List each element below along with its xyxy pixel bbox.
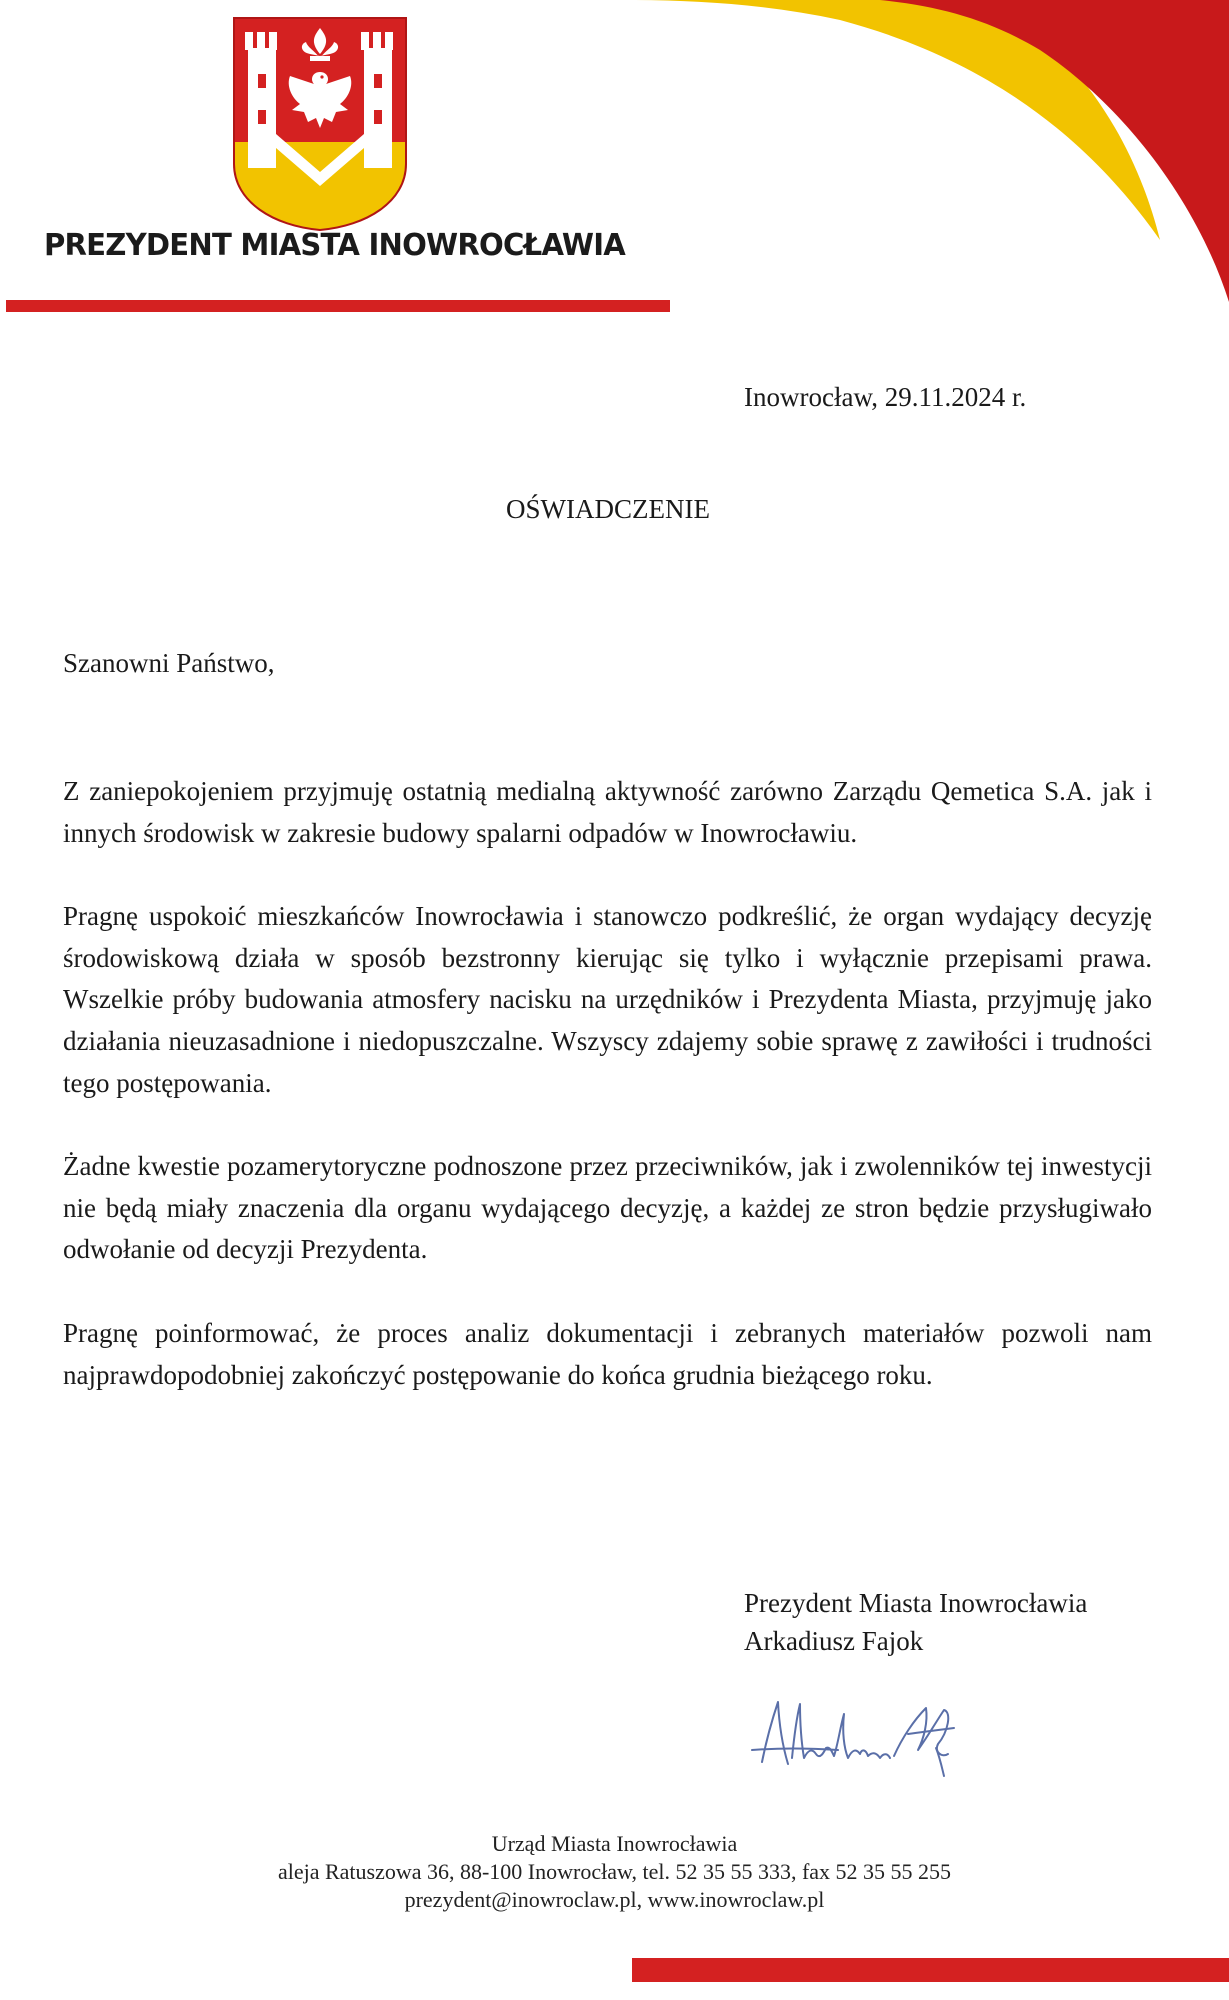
body-paragraph-1: Z zaniepokojeniem przyjmuję ostatnią medialną aktywność zarówno Zarządu Qemetica S.A. jak i innych środowisk w zakresie budowy spalarni odpadów w Inowrocławiu. — [63, 776, 1152, 848]
header-title: PREZYDENT MIASTA INOWROCŁAWIA — [44, 228, 626, 263]
body-paragraph-4: Pragnę poinformować, że proces analiz dokumentacji i zebranych materiałów pozwoli nam najprawdopodobniej zakończyć postępowanie do końca grudnia bieżącego roku. — [63, 1317, 1152, 1390]
coat-of-arms-icon — [228, 14, 412, 232]
footer-office: Urząd Miasta Inowrocławia — [491, 1831, 738, 1856]
footer-red-bar — [632, 1958, 1229, 1982]
header-swoosh — [0, 0, 1229, 320]
footer-contact: prezydent@inowroclaw.pl, www.inowroclaw.pl — [404, 1887, 825, 1912]
header-red-rule — [6, 300, 670, 312]
letter-date: Inowrocław, 29.11.2024 r. — [744, 382, 1027, 412]
salutation: Szanowni Państwo, — [63, 648, 275, 678]
letter-title: OŚWIADCZENIE — [506, 494, 710, 524]
letter-footer — [0, 1830, 1229, 1914]
body-paragraph-2: Pragnę uspokoić mieszkańców Inowrocławia i stanowczo podkreślić, że organ wydający decyzję środowiskową działa w sposób bezstronny kierując się tylko i wyłącznie przepisami prawa. Wszelkie próby budowania atmosfery nacisku na urzędników i Prezydenta Miasta, przyjmuję jako działania nieuzasadnione i niedopuszczalne. Wszyscy zdajemy sobie sprawę z zawiłości i trudności tego postępowania. — [63, 901, 1152, 1098]
letter-body — [63, 771, 1152, 1438]
signature-block — [744, 1584, 1087, 1660]
signature-role: Prezydent Miasta Inowrocławia — [744, 1588, 1088, 1618]
handwritten-signature-icon — [748, 1692, 978, 1778]
body-paragraph-3: Żadne kwestie pozamerytoryczne podnoszone przez przeciwników, jak i zwolenników tej inwestycji nie będą miały znaczenia dla organu wydającego decyzję, a każdej ze stron będzie przysługiwało odwołanie od decyzji Prezydenta. — [63, 1151, 1152, 1265]
footer-address: aleja Ratuszowa 36, 88-100 Inowrocław, tel. 52 35 55 333, fax 52 35 55 255 — [277, 1859, 952, 1884]
signature-name: Arkadiusz Fajok — [744, 1626, 924, 1656]
